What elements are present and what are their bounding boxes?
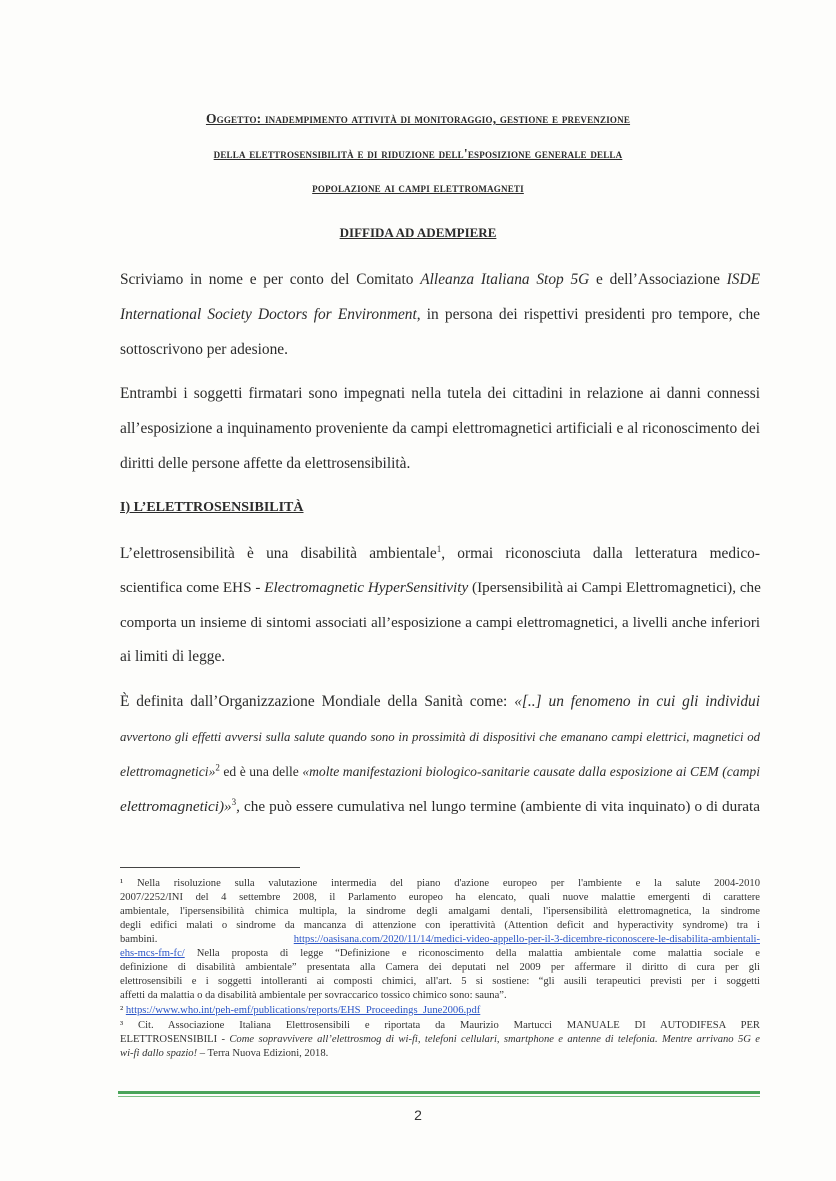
italic-text: «molte manifestazioni biologico-sanitarie causate dalla esposizione ai CEM (campi <box>302 764 760 779</box>
footnote-ref: 1 <box>436 543 442 554</box>
footnote-1-line <box>120 933 760 947</box>
subject-line-1: Oggetto: inadempimento attività di monitoraggio, gestione e prevenzione <box>205 111 631 126</box>
text: È definita dall’Organizzazione Mondiale della Sanità come: <box>120 693 515 710</box>
text: scientifica come EHS - <box>120 579 265 596</box>
text: , che può essere cumulativa nel lungo termine (ambiente di vita inquinato) o di durata <box>236 798 760 815</box>
footnote-link[interactable]: ehs-mcs-fm-fc/ <box>120 948 185 959</box>
footnote-link[interactable]: https://www.who.int/peh-emf/publications/reports/EHS_Proceedings_June2006.pdf <box>125 1005 481 1016</box>
footnote-3-line <box>120 1033 760 1047</box>
text: ELETTROSENSIBILI - <box>120 1034 230 1045</box>
text: Scriviamo in nome e per conto del Comitato <box>120 271 421 288</box>
paragraph-3-line-3: comporta un insieme di sintomi associati all’esposizione a campi elettromagnetici, a livelli anche inferiori <box>120 615 760 631</box>
footnote-1-line: ¹ Nella risoluzione sulla valutazione intermedia del piano d'azione europeo per l'ambiente e la salute 2004-2010 <box>120 878 760 889</box>
paragraph-2-line-1: Entrambi i soggetti firmatari sono impegnati nella tutela dei cittadini in relazione ai danni connessi <box>120 385 760 402</box>
footnote-1-line: degli edifici malati o sindrome da mancanza di attenzione con iperattività (Attention deficit and hyperactivity syndrome) tra i <box>120 920 760 931</box>
italic-text: «[..] un fenomeno in cui gli individui <box>514 693 760 710</box>
footnote-ref: 3 <box>231 796 237 807</box>
paragraph-3-line-4: ai limiti di legge. <box>120 648 226 665</box>
text: ed è una delle <box>219 764 303 779</box>
italic-text: elettromagnetici)» <box>120 798 232 815</box>
text: , ormai riconosciuta dalla letteratura medico- <box>441 545 760 562</box>
footnote-1-line: 2007/2252/INI del 4 settembre 2008, il Parlamento europeo ha elencato, quali nuove malattie emergenti di carattere <box>120 892 760 903</box>
text: , in persona dei rispettivi presidenti pro tempore, che <box>416 306 760 323</box>
footnote-1-line: definizione di disabilità ambientale” presentata alla Camera dei deputati nel 2009 per affermare il diritto di cura per gli <box>120 962 760 973</box>
text: L’elettrosensibilità è una disabilità ambientale <box>120 545 437 562</box>
page-number: 2 <box>414 1107 422 1123</box>
subject-line-2: della elettrosensibilità e di riduzione dell'esposizione generale della <box>213 146 623 161</box>
text: – Terra Nuova Edizioni, 2018. <box>197 1048 329 1059</box>
text: e dell’Associazione <box>589 271 727 288</box>
subheading: DIFFIDA AD ADEMPIERE <box>339 225 497 240</box>
footnote-3-line: ³ Cit. Associazione Italiana Elettrosensibili e riportata da Maurizio Martucci MANUALE DI AUTODIFESA PER <box>120 1020 760 1031</box>
paragraph-4-line-4 <box>120 797 760 817</box>
footnote-link[interactable]: https://oasisana.com/2020/11/14/medici-video-appello-per-il-3-dicembre-riconoscere-le-disabilita-ambientali- <box>293 934 760 945</box>
paragraph-2-line-2: all’esposizione a inquinamento proveniente da campi elettromagnetici artificiali e al riconoscimento dei <box>120 420 760 437</box>
paragraph-1-line-2 <box>120 305 760 325</box>
italic-text: ISDE <box>726 271 760 288</box>
text: Nella proposta di legge “Definizione e riconoscimento della malattia ambientale come malattia sociale e <box>184 948 760 959</box>
paragraph-4-line-3 <box>120 762 760 782</box>
footnote-1-line <box>120 947 760 961</box>
footer-rule <box>118 1091 760 1094</box>
italic-text: Alleanza Italiana Stop 5G <box>420 271 590 288</box>
paragraph-1-line-1 <box>120 270 760 290</box>
paragraph-2-line-3: diritti delle persone affette da elettrosensibilità. <box>120 455 411 472</box>
footnote-1-line: ambientale, l'ipersensibilità chimica multipla, la sindrome degli amalgami dentali, l'ipersensibilità elettromagnetica, la sindrome <box>120 906 760 917</box>
footnote-separator <box>120 867 300 868</box>
paragraph-4-line-2: avvertono gli effetti avversi sulla salute quando sono in prossimità di dispositivi che emanano campi elettrici, magnetici od <box>120 730 760 744</box>
footnote-2 <box>120 1004 760 1018</box>
subject-line-3: popolazione ai campi elettromagneti <box>312 180 524 195</box>
paragraph-1-line-3: sottoscrivono per adesione. <box>120 341 288 358</box>
paragraph-3-line-1 <box>120 544 760 564</box>
footnote-ref: 2 <box>215 762 220 773</box>
italic-text: elettromagnetici» <box>120 764 216 779</box>
paragraph-4-line-1 <box>120 692 760 712</box>
text: (Ipersensibilità ai Campi Elettromagnetici), che <box>468 579 761 596</box>
italic-text: Come sopravvivere all’elettrosmog di wi-fi, telefoni cellulari, smartphone e antenne di telefonia. Mentre arrivano 5G e <box>229 1034 760 1045</box>
section-heading: I) L’ELETTROSENSIBILITÀ <box>120 500 304 515</box>
footnote-1-line: affetti da malattia o da disabilità ambientale per sovraccarico tossico chimico sono: sauna”. <box>120 990 507 1001</box>
text: bambini. <box>120 934 158 945</box>
italic-text: Electromagnetic HyperSensitivity <box>264 579 469 596</box>
italic-text: International Society Doctors for Environment <box>120 306 417 323</box>
text: ² <box>120 1005 126 1016</box>
paragraph-3-line-2 <box>120 578 760 598</box>
footnote-1-line: elettrosensibili e i soggetti intolleranti ai composti chimici, all'art. 5 si sostiene: “gli ausili terapeutici previsti per i soggetti <box>120 976 760 987</box>
footer-rule-thin <box>118 1096 760 1097</box>
italic-text: wi-fi dallo spazio! <box>120 1048 198 1059</box>
footnote-3-line <box>120 1047 760 1061</box>
